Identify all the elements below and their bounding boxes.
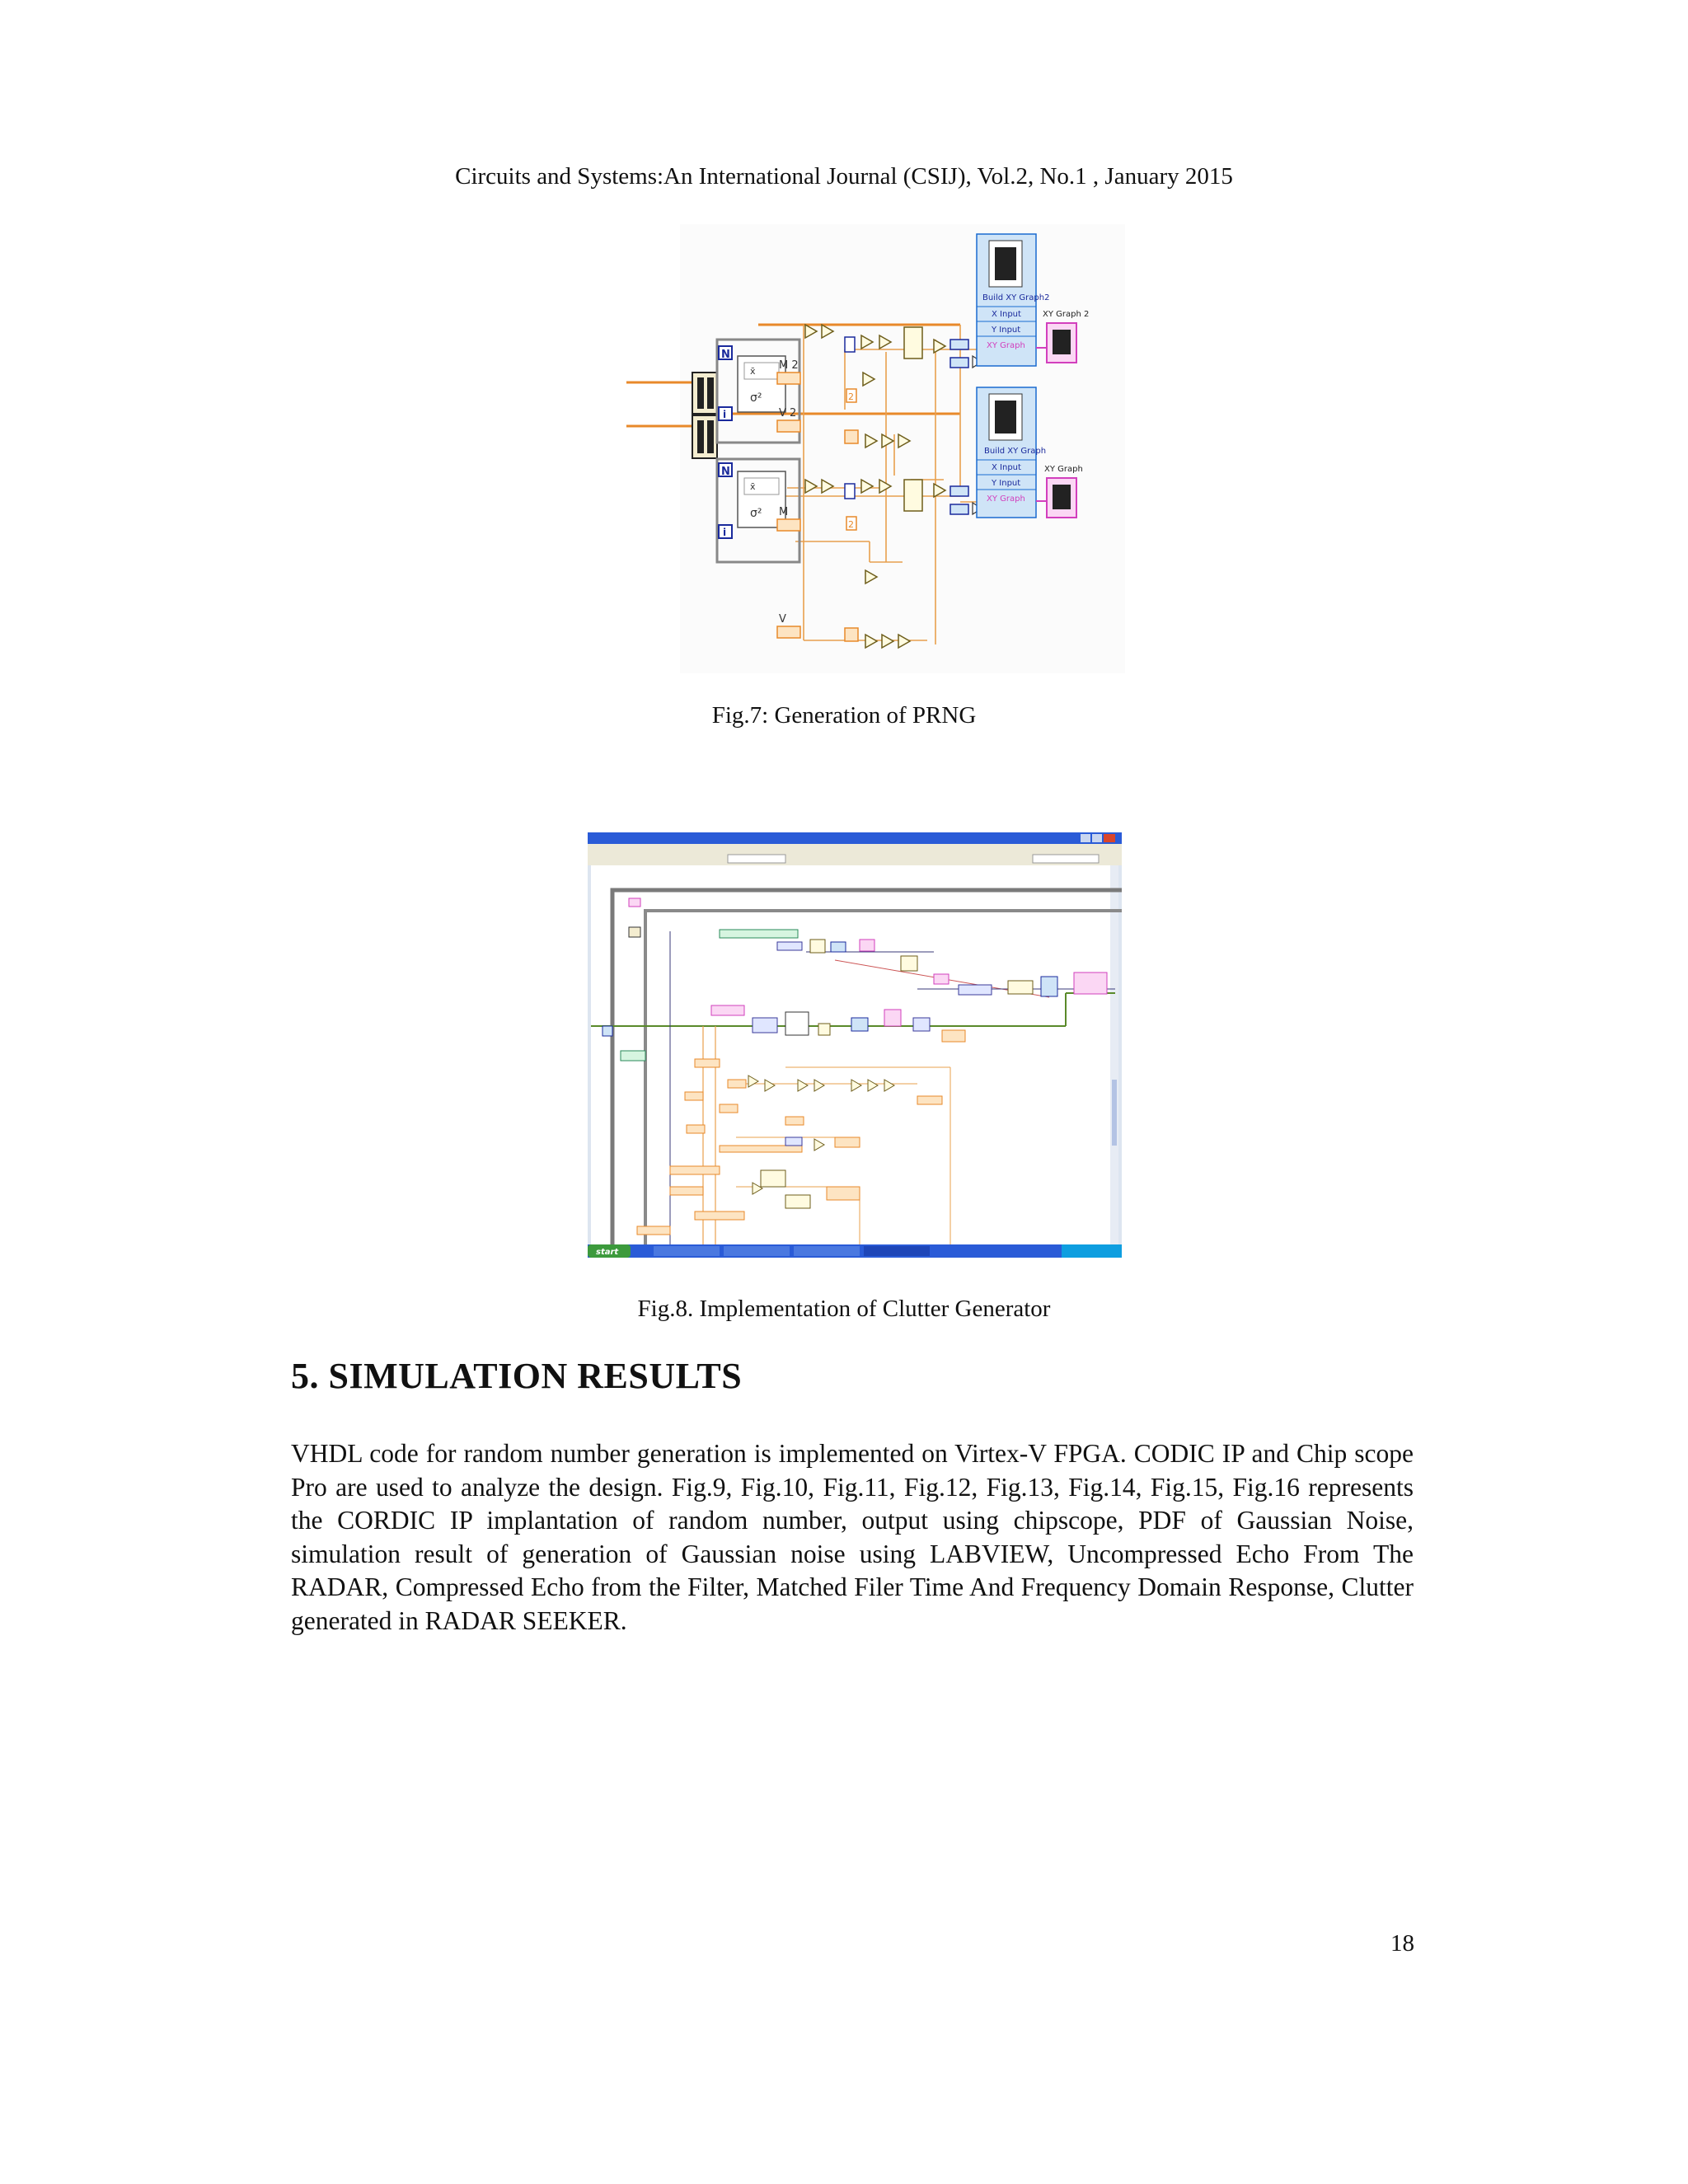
svg-text:XY Graph: XY Graph [987,341,1025,350]
svg-text:Y Input: Y Input [992,326,1021,335]
section-heading: 5. SIMULATION RESULTS [291,1356,743,1396]
svg-text:Build XY Graph: Build XY Graph [984,447,1047,456]
svg-text:x̄: x̄ [750,366,756,377]
svg-text:start: start [596,1248,619,1257]
loop-node-2 [692,415,717,458]
loop-node-1 [692,373,717,414]
body-paragraph: VHDL code for random number generation is implemented on Virtex-V FPGA. CODIC IP and Chip scope Pro are used to analyze the design. Fig.9, Fig.10, Fig.11, Fig.12, Fig.13, Fig.14, Fig.15, Fig.16 represents the CORDIC IP implantation of random number, output using chipscope, PDF of Gaussian Noise, simulation result of generation of Gaussian noise using LABVIEW, Uncompressed Echo From The RADAR, Compressed Echo from the Filter, Matched Filer Time And Frequency Domain Response, Clutter generated in RADAR SEEKER. [291,1439,1414,1635]
svg-text:M 2: M 2 [779,359,799,372]
page-number: 18 [1390,1930,1414,1957]
svg-text:Y Input: Y Input [992,479,1021,488]
svg-text:2: 2 [848,519,854,530]
figure-7 [614,224,1125,686]
figure-8-caption: Fig.8. Implementation of Clutter Generator [637,1296,1051,1322]
svg-text:Build XY Graph2: Build XY Graph2 [982,293,1050,302]
svg-text:i: i [723,527,727,538]
svg-text:X Input: X Input [992,310,1021,319]
svg-text:V: V [779,613,786,626]
svg-text:σ²: σ² [750,507,762,520]
svg-text:σ²: σ² [750,391,762,405]
clutter-generator-screenshot [588,832,1122,1258]
svg-text:V 2: V 2 [779,407,797,419]
svg-text:XY Graph: XY Graph [1044,465,1083,474]
svg-text:N: N [721,466,730,478]
svg-text:X Input: X Input [992,463,1021,472]
loop-count-n: N [721,349,730,361]
svg-text:M: M [779,506,789,518]
page-header: Circuits and Systems:An International Journal (CSIJ), Vol.2, No.1 , January 2015 [455,163,1233,190]
vertical-scrollbar [1110,865,1118,1244]
figure-7-caption: Fig.7: Generation of PRNG [711,702,977,729]
window-title-bar [588,832,1122,844]
build-xy-graph [977,387,1046,518]
svg-text:2: 2 [848,391,854,402]
svg-text:x̄: x̄ [750,481,756,492]
figure-8 [588,832,1122,1258]
svg-text:XY Graph 2: XY Graph 2 [1043,310,1090,319]
prng-block-diagram [614,224,1125,686]
loop-iteration-i: i [723,409,727,420]
window-close-icon [1104,834,1115,842]
svg-text:XY Graph: XY Graph [987,494,1025,504]
menu-bar [588,844,1122,852]
